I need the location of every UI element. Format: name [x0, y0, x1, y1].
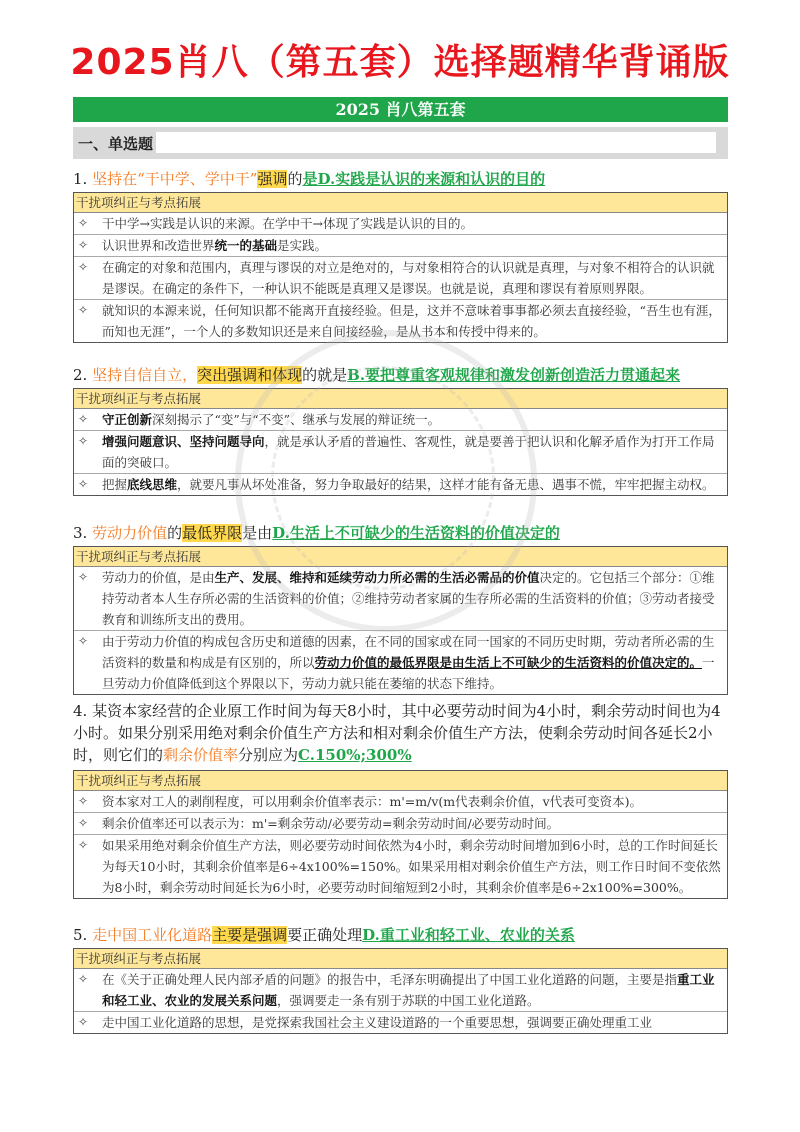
list-item: ✧ 在确定的对象和范围内，真理与谬误的对立是绝对的，与对象相符合的认识就是真理，与对象不相符合的认识就是谬误。在确定的条件下，一种认识不能既是真理又是谬误。也就是说，真理和谬误有着原则界限。	[74, 257, 727, 300]
list-item: ✧ 把握底线思维，就要凡事从坏处准备，努力争取最好的结果，这样才能有备无患、遇事不慌，牢牢把握主动权。	[74, 474, 727, 495]
diamond-bullet-icon: ✧	[78, 794, 89, 808]
page-title: 2025肖八（第五套）选择题精华背诵版	[70, 42, 730, 83]
list-item: ✧ 走中国工业化道路的思想，是党探索我国社会主义建设道路的一个重要思想，强调要正确处理重工业	[74, 1012, 727, 1033]
answer: B.要把尊重客观规律和激发创新创造活力贯通起来	[347, 366, 681, 384]
diamond-bullet-icon: ✧	[78, 303, 89, 317]
diamond-bullet-icon: ✧	[78, 1015, 89, 1029]
notes-box-5	[73, 948, 728, 1034]
set-banner: 2025 肖八第五套	[73, 97, 728, 122]
diamond-bullet-icon: ✧	[78, 238, 89, 252]
diamond-bullet-icon: ✧	[78, 477, 89, 491]
diamond-bullet-icon: ✧	[78, 634, 89, 648]
answer: D.重工业和轻工业、农业的关系	[362, 926, 575, 944]
list-item: ✧ 资本家对工人的剥削程度，可以用剩余价值率表示：m'=m/v(m代表剩余价值，v代表可变资本)。	[74, 791, 727, 813]
answer: D.生活上不可缺少的生活资料的价值决定的	[272, 524, 560, 542]
notes-box-title: 干扰项纠正与考点拓展	[74, 547, 727, 567]
list-item: ✧ 在《关于正确处理人民内部矛盾的问题》的报告中，毛泽东明确提出了中国工业化道路的问题，主要是指重工业和轻工业、农业的发展关系问题，强调要走一条有别于苏联的中国工业化道路。	[74, 969, 727, 1012]
notes-box-title: 干扰项纠正与考点拓展	[74, 949, 727, 969]
list-item: ✧ 由于劳动力价值的构成包含历史和道德的因素，在不同的国家或在同一国家的不同历史时期，劳动者所必需的生活资料的数量和构成是有区别的，所以劳动力价值的最低界限是由生活上不可缺少的生活资料的价值决定的。一旦劳动力价值降低到这个界限以下，劳动力就只能在萎缩的状态下维持。	[74, 631, 727, 694]
diamond-bullet-icon: ✧	[78, 260, 89, 274]
section-blank	[156, 132, 716, 153]
notes-box-1	[73, 192, 728, 343]
list-item: ✧ 认识世界和改造世界统一的基础是实践。	[74, 235, 727, 257]
question-3: 3. 劳动力价值的最低界限是由D.生活上不可缺少的生活资料的价值决定的	[73, 524, 560, 542]
diamond-bullet-icon: ✧	[78, 838, 89, 852]
question-4: 4. 某资本家经营的企业原工作时间为每天8小时，其中必要劳动时间为4小时，剩余劳动时间也为4小时。如果分别采用绝对剩余价值生产方法和相对剩余价值生产方法，使剩余劳动时间各延长2小时，则它们的剩余价值率分别应为C.150%;300%	[73, 702, 721, 764]
diamond-bullet-icon: ✧	[78, 972, 89, 986]
notes-box-4	[73, 770, 728, 899]
diamond-bullet-icon: ✧	[78, 216, 89, 230]
notes-box-2	[73, 388, 728, 496]
notes-box-title: 干扰项纠正与考点拓展	[74, 389, 727, 409]
notes-box-title: 干扰项纠正与考点拓展	[74, 771, 727, 791]
list-item: ✧ 劳动力的价值，是由生产、发展、维持和延续劳动力所必需的生活必需品的价值决定的。它包括三个部分：①维持劳动者本人生存所必需的生活资料的价值；②维持劳动者家属的生存所必需的生活资料的价值；③劳动者接受教育和训练所支出的费用。	[74, 567, 727, 631]
list-item: ✧ 剩余价值率还可以表示为：m'=剩余劳动/必要劳动=剩余劳动时间/必要劳动时间。	[74, 813, 727, 835]
answer: 是D.实践是认识的来源和认识的目的	[302, 170, 546, 188]
question-2: 2. 坚持自信自立，突出强调和体现的就是B.要把尊重客观规律和激发创新创造活力贯通起来	[73, 366, 681, 384]
list-item: ✧ 就知识的本源来说，任何知识都不能离开直接经验。但是，这并不意味着事事都必须去直接经验，“吾生也有涯，而知也无涯”，一个人的多数知识还是来自间接经验，是从书本和传授中得来的。	[74, 300, 727, 342]
diamond-bullet-icon: ✧	[78, 412, 89, 426]
diamond-bullet-icon: ✧	[78, 570, 89, 584]
list-item: ✧ 干中学→实践是认识的来源。在学中干→体现了实践是认识的目的。	[74, 213, 727, 235]
diamond-bullet-icon: ✧	[78, 434, 89, 448]
answer: C.150%;300%	[298, 746, 412, 764]
notes-box-title: 干扰项纠正与考点拓展	[74, 193, 727, 213]
question-1: 1. 坚持在“干中学、学中干”强调的是D.实践是认识的来源和认识的目的	[73, 170, 546, 188]
list-item: ✧ 增强问题意识、坚持问题导向，就是承认矛盾的普遍性、客观性，就是要善于把认识和化解矛盾作为打开工作局面的突破口。	[74, 431, 727, 474]
question-5: 5. 走中国工业化道路主要是强调要正确处理D.重工业和轻工业、农业的关系	[73, 926, 575, 944]
section-label: 一、单选题	[78, 135, 154, 153]
list-item: ✧ 守正创新深刻揭示了“变”与“不变”、继承与发展的辩证统一。	[74, 409, 727, 431]
list-item: ✧ 如果采用绝对剩余价值生产方法，则必要劳动时间依然为4小时，剩余劳动时间增加到6小时，总的工作时间延长为每天10小时，其剩余价值率是6÷4x100%=150%。如果采用相对剩余价值生产方法，则工作日时间不变依然为8小时，剩余劳动时间延长为6小时，必要劳动时间缩短到2小时，其剩余价值率是6÷2x100%=300%。	[74, 835, 727, 898]
diamond-bullet-icon: ✧	[78, 816, 89, 830]
section-header	[73, 127, 728, 159]
notes-box-3	[73, 546, 728, 695]
